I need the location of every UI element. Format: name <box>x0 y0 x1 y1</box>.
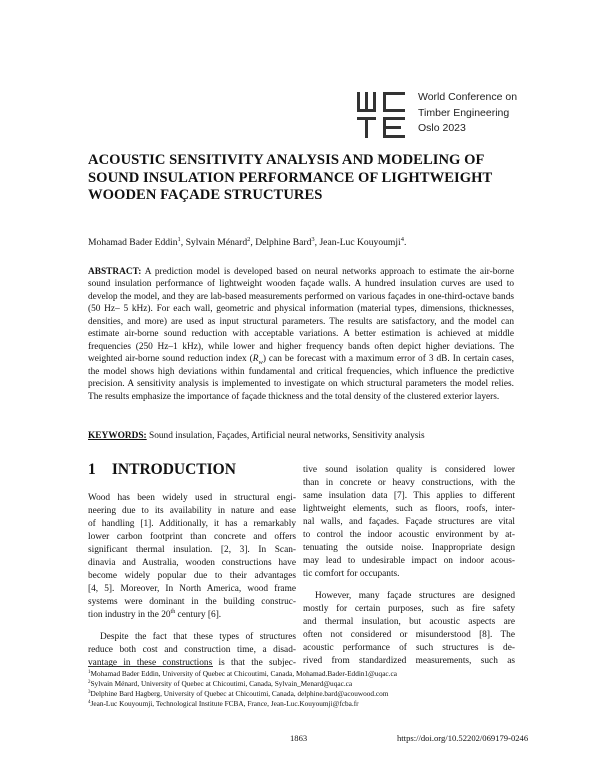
author-name: Jean-Luc Kouyoumji <box>319 237 401 248</box>
left-column <box>88 492 296 670</box>
section-number: 1 <box>88 461 96 478</box>
author-name: Sylvain Ménard <box>185 237 248 248</box>
body-line: same insulation data [7]. This applies to different <box>303 491 515 501</box>
abstract <box>88 266 514 403</box>
author-affiliation-mark: 1 <box>177 236 181 243</box>
keywords <box>88 431 518 441</box>
body-line: However, many façade structures are designed <box>315 591 515 601</box>
author-name: Delphine Bard <box>255 237 312 248</box>
author-affiliation-mark: 4 <box>400 236 404 243</box>
title-line: SOUND INSULATION PERFORMANCE OF LIGHTWEIGHT <box>88 169 493 186</box>
paper-title <box>88 152 508 205</box>
body-line: acoustic performance of such structures is de- <box>303 643 515 653</box>
body-line: tic comfort for occupants. <box>303 569 400 579</box>
author-separator: , <box>314 237 320 248</box>
author-separator: . <box>403 237 407 248</box>
author-separator: , <box>250 237 256 248</box>
footnote: $^3$Delphine Bard Hagberg, University of Quebec at Chicoutimi, Canada, delphine.bard@acouwood.com <box>88 689 389 698</box>
body-line: of handling [1]. Additionally, it has a remarkably <box>88 519 296 529</box>
footnote: $^4$Jean-Luc Kouyoumji, Technological Institute FCBA, France, Jean-Luc.Kouyoumji@fcba.fr <box>88 699 359 708</box>
conference-line: Timber Engineering <box>418 106 510 119</box>
body-line: significant thermal insulation. [2, 3]. In Scan- <box>88 545 296 555</box>
section-heading <box>88 461 236 479</box>
abstract-label: ABSTRACT: <box>88 267 142 277</box>
footnotes <box>88 669 518 709</box>
conference-line: World Conference on <box>418 91 518 103</box>
wcte-logo <box>357 90 407 140</box>
author-list <box>88 237 406 248</box>
footnote: $^2$Sylvain Ménard, University of Quebec at Chicoutimi, Canada, Sylvain_Menard@uqac.ca <box>88 679 353 688</box>
body-line: become widely popular due to their advantages <box>88 571 296 581</box>
body-line: lower carbon footprint than concrete and offers <box>88 532 296 542</box>
abstract-text: A prediction model is developed based on neural networks approach to estimate the air-borne sound insulation performance of lightweight wooden façade walls. A hundred insulation curves are used to develop the model, and they are lab-based measurements performed on various façades in one-third-octave bands (50 Hz– 5 kHz). For each wall, geometric and physical information (material types, dimensions, thicknesses, densities, and more) are used as input structural parameters. The results are satisfactory, and the model can estimate air-borne sound reduction with acceptable variations. A better estimation is achieved at middle frequencies (250 Hz–1 kHz), while lower and higher frequency bands often depict higher deviations. The weighted air-borne sound reduction index $(R_w)$ can be forecast with a maximum error of 3 dB. In certain cases, the model shows high deviations within fundamental and critical frequencies, which influence the predictive precision. A sensitivity analysis is implemented to investigate on which structural parameters the model relies. The results emphasize the importance of façade thickness and the total density of the clustered exterior layers. <box>88 267 514 402</box>
author-affiliation-mark: 2 <box>247 236 251 243</box>
body-line: tion industry in the 20th century [6]. <box>88 609 222 620</box>
title-line: WOODEN FAÇADE STRUCTURES <box>88 187 323 203</box>
conference-name <box>418 90 558 137</box>
footnote: $^1$Mohamad Bader Eddin, University of Quebec at Chicoutimi, Canada, Mohamad.Bader-Eddin1@uqac.ca <box>88 669 397 678</box>
body-line: [4, 5]. Moreover, In North America, wood frame <box>88 584 296 594</box>
author-name: Mohamad Bader Eddin <box>88 237 178 248</box>
body-line: rived from standardized measurements, such as <box>303 656 515 666</box>
body-line: reduce both cost and construction time, a disad- <box>88 645 296 655</box>
body-line: and thermal insulation, but acoustic aspects are <box>303 617 515 627</box>
body-line: Despite the fact that these types of structures <box>100 632 296 642</box>
footnote-divider <box>88 666 213 667</box>
body-line: often not considered or misunderstood [8]. The <box>303 630 515 640</box>
body-line: tenuating the outside noise. Inappropriate design <box>303 543 515 553</box>
body-line: nal walls, and façades. Façade structures are vital <box>303 517 515 527</box>
title-line: ACOUSTIC SENSITIVITY ANALYSIS AND MODELING OF <box>88 152 485 168</box>
author-affiliation-mark: 3 <box>311 236 315 243</box>
keywords-text: Sound insulation, Façades, Artificial neural networks, Sensitivity analysis <box>146 431 425 441</box>
conference-line: Oslo 2023 <box>418 122 466 134</box>
body-line: lightweight elements, such as floors, roofs, inter- <box>303 504 515 514</box>
page-number: 1863 <box>290 733 308 743</box>
right-column <box>303 464 515 668</box>
body-line: dinavia and Australia, wooden constructions have <box>88 558 296 568</box>
body-line: systems were dominant in the building construc- <box>88 597 296 607</box>
body-line: to control the indoor acoustic environment by at- <box>303 530 515 540</box>
body-line: neering due to its availability in nature and ease <box>88 506 296 516</box>
doi-link[interactable]: https://doi.org/10.52202/069179-0246 <box>397 733 529 743</box>
author-separator: , <box>180 237 186 248</box>
body-line: vantage in these constructions is that the subjec- <box>88 658 296 668</box>
body-line: may lead to undesirable impact on indoor acous- <box>303 556 515 566</box>
section-title: INTRODUCTION <box>111 461 236 478</box>
body-line: mostly for certain purposes, such as fire safety <box>303 604 515 614</box>
body-line: than in concrete or heavy constructions, with the <box>303 478 515 488</box>
body-line: tive sound isolation quality is considered lower <box>303 465 515 475</box>
keywords-label: KEYWORDS: <box>88 431 147 441</box>
body-line: Wood has been widely used in structural engi- <box>88 493 296 503</box>
